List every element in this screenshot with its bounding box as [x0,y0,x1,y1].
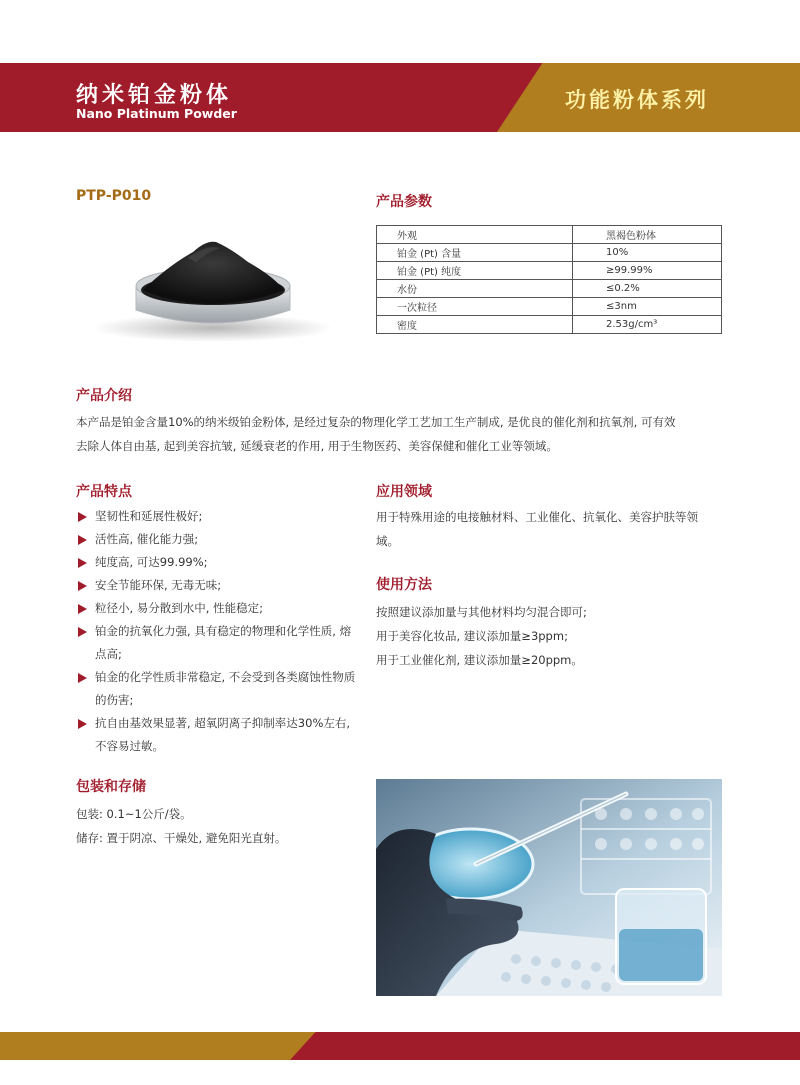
series-title: 功能粉体系列 [565,88,709,112]
params-table [376,225,722,334]
list-item [76,574,356,597]
bullet-arrow-icon [78,512,87,522]
packaging-paragraph [76,802,366,850]
table-row [377,298,722,316]
params-heading: 产品参数 [376,194,432,210]
footer-red-band [290,1032,800,1060]
usage-line: 用于工业催化剂, 建议添加量≥20ppm。 [376,653,583,667]
intro-paragraph [76,410,736,458]
bullet-arrow-icon [78,719,87,729]
param-key: 密度 [377,316,573,334]
usage-line: 按照建议添加量与其他材料均匀混合即可; [376,605,587,619]
usage-paragraph [376,600,736,672]
list-item [76,528,356,551]
table-row [377,262,722,280]
table-row [377,280,722,298]
bullet-arrow-icon [78,535,87,545]
table-row [377,226,722,244]
packaging-heading: 包装和存储 [76,779,146,795]
powder-dish-image [88,218,338,348]
product-code: PTP-P010 [76,188,152,204]
list-item [76,551,356,574]
bullet-arrow-icon [78,558,87,568]
param-value: 黑褐色粉体 [573,226,722,244]
table-row [377,316,722,334]
product-title-en: Nano Platinum Powder [76,106,237,121]
lab-petri-dish-image [376,779,722,996]
application-line: 域。 [376,534,399,548]
feature-text: 铂金的抗氧化力强, 具有稳定的物理和化学性质, 熔点高; [95,624,352,661]
param-key: 铂金 (Pt) 含量 [377,244,573,262]
feature-text: 安全节能环保, 无毒无味; [95,578,222,592]
param-value: 10% [573,244,722,262]
features-list [76,505,356,758]
table-row [377,244,722,262]
param-key: 外观 [377,226,573,244]
usage-line: 用于美容化妆品, 建议添加量≥3ppm; [376,629,568,643]
feature-text: 粒径小, 易分散到水中, 性能稳定; [95,601,263,615]
features-heading: 产品特点 [76,484,132,500]
param-value: 2.53g/cm³ [573,316,722,334]
intro-line: 本产品是铂金含量10%的纳米级铂金粉体, 是经过复杂的物理化学工艺加工生产制成, 是优良的催化剂和抗氧剂, 可有效 [76,415,676,429]
feature-text: 铂金的化学性质非常稳定, 不会受到各类腐蚀性物质的伤害; [95,670,356,707]
bullet-arrow-icon [78,627,87,637]
param-value: ≤3nm [573,298,722,316]
feature-text: 纯度高, 可达99.99%; [95,555,208,569]
param-key: 一次粒径 [377,298,573,316]
list-item [76,597,356,620]
param-value: ≥99.99% [573,262,722,280]
list-item [76,505,356,528]
product-title-cn: 纳米铂金粉体 [76,83,233,108]
intro-heading: 产品介绍 [76,388,132,404]
packaging-line: 包装: 0.1~1公斤/袋。 [76,807,192,821]
list-item [76,666,356,712]
param-key: 铂金 (Pt) 纯度 [377,262,573,280]
footer-gold-band [0,1032,315,1060]
packaging-line: 储存: 置于阴凉、干燥处, 避免阳光直射。 [76,831,287,845]
usage-heading: 使用方法 [376,577,432,593]
param-key: 水份 [377,280,573,298]
feature-text: 坚韧性和延展性极好; [95,509,203,523]
intro-line: 去除人体自由基, 起到美容抗皱, 延缓衰老的作用, 用于生物医药、美容保健和催化工业等领域。 [76,439,558,453]
bullet-arrow-icon [78,604,87,614]
list-item [76,712,356,758]
bullet-arrow-icon [78,673,87,683]
application-heading: 应用领域 [376,484,432,500]
param-value: ≤0.2% [573,280,722,298]
feature-text: 活性高, 催化能力强; [95,532,199,546]
application-paragraph [376,505,736,553]
list-item [76,620,356,666]
bullet-arrow-icon [78,581,87,591]
application-line: 用于特殊用途的电接触材料、工业催化、抗氧化、美容护肤等领 [376,510,698,524]
feature-text: 抗自由基效果显著, 超氧阴离子抑制率达30%左右, 不容易过敏。 [95,716,351,753]
